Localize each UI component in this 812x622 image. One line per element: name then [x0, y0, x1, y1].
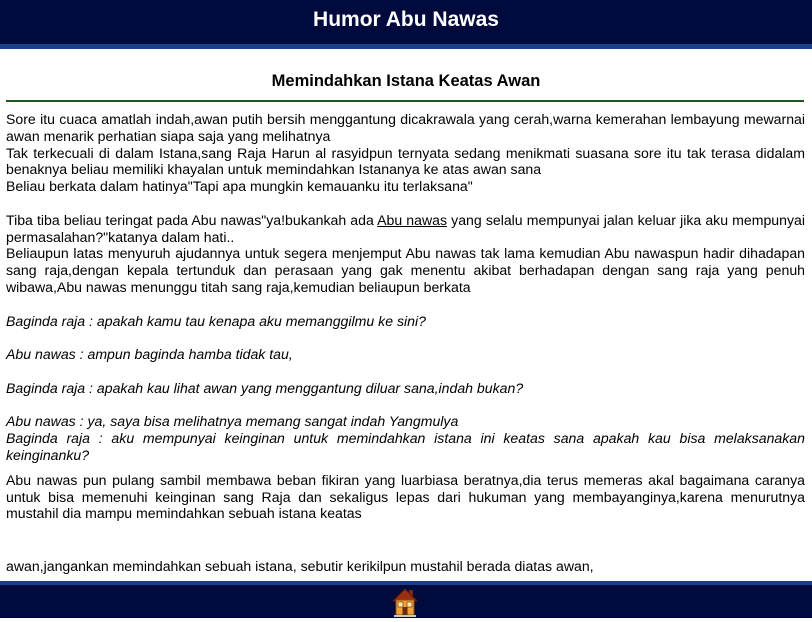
paragraph: Abu nawas pun pulang sambil membawa beban fikiran yang luarbiasa beratnya,dia terus memeras akal bagaimana caranya untuk bisa memenuhi keinginan sang Raja dan sekaligus lepas dari hukuman yang membayanginya,karena menurutnya mustahil dia mampu memindahkan sebuah istana keatas [6, 471, 805, 522]
home-icon [392, 587, 418, 617]
site-footer [0, 581, 812, 618]
paragraph: Tak terkecuali di dalam Istana,sang Raja Harun al rasyidpun ternyata sedang menikmati suasana sore itu tak terasa didalam benaknya beliau memiliki khayalan untuk memindahkan Istananya ke atas awan sana [6, 144, 805, 178]
dialogue-line: Baginda raja : apakah kau lihat awan yang menggantung diluar sana,indah bukan? [6, 379, 524, 396]
dialogue-line: Baginda raja : aku mempunyai keinginan untuk memindahkan istana ini keatas sana apakah kau bisa melaksanakan keinginanku? [6, 430, 805, 463]
dialogue-line: Abu nawas : ya, saya bisa melihatnya memang sangat indah Yangmulya [6, 413, 459, 430]
paragraph [6, 212, 805, 246]
dialogue-line: Abu nawas : ampun baginda hamba tidak tau, [6, 346, 293, 363]
article-title: Memindahkan Istana Keatas Awan [271, 72, 541, 90]
dialogue-line: Baginda raja : apakah kamu tau kenapa aku memanggilmu ke sini? [6, 312, 426, 329]
article-body [0, 102, 812, 575]
paragraph: Sore itu cuaca amatlah indah,awan putih bersih menggantung dicakrawala yang cerah,warna kemerahan lembayung mewarnai awan menarik perhatian siapa saja yang melihatnya [6, 111, 805, 144]
paragraph-text: Tiba tiba beliau teringat pada Abu nawas"ya!bukankah ada [6, 211, 378, 228]
paragraph: Beliau berkata dalam hatinya"Tapi apa mungkin kemauanku itu terlaksana" [6, 178, 473, 195]
site-header [0, 0, 812, 49]
home-button[interactable] [392, 587, 418, 617]
paragraph: Beliaupun latas menyuruh ajudannya untuk segera menjemput Abu nawas tak lama kemudian Abu nawaspun hadir dihadapan sang raja,dengan kepala tertunduk dan perasaan yang gak menentu akibat berhadapan dengan sang raja yang penuh wibawa,Abu nawas menunggu titah sang raja,kemudian beliaupun berkata [6, 245, 805, 295]
site-title: Humor Abu Nawas [313, 8, 499, 31]
article-container [0, 49, 812, 581]
paragraph-text: yang selalu mempunyai jalan keluar jika aku mempunyai permasalahan?"katanya dalam hati.. [6, 211, 805, 245]
paragraph: awan,jangankan memindahkan sebuah istana, sebutir kerikilpun mustahil berada diatas awan, [6, 558, 594, 575]
abu-nawas-link[interactable]: Abu nawas [377, 211, 448, 228]
